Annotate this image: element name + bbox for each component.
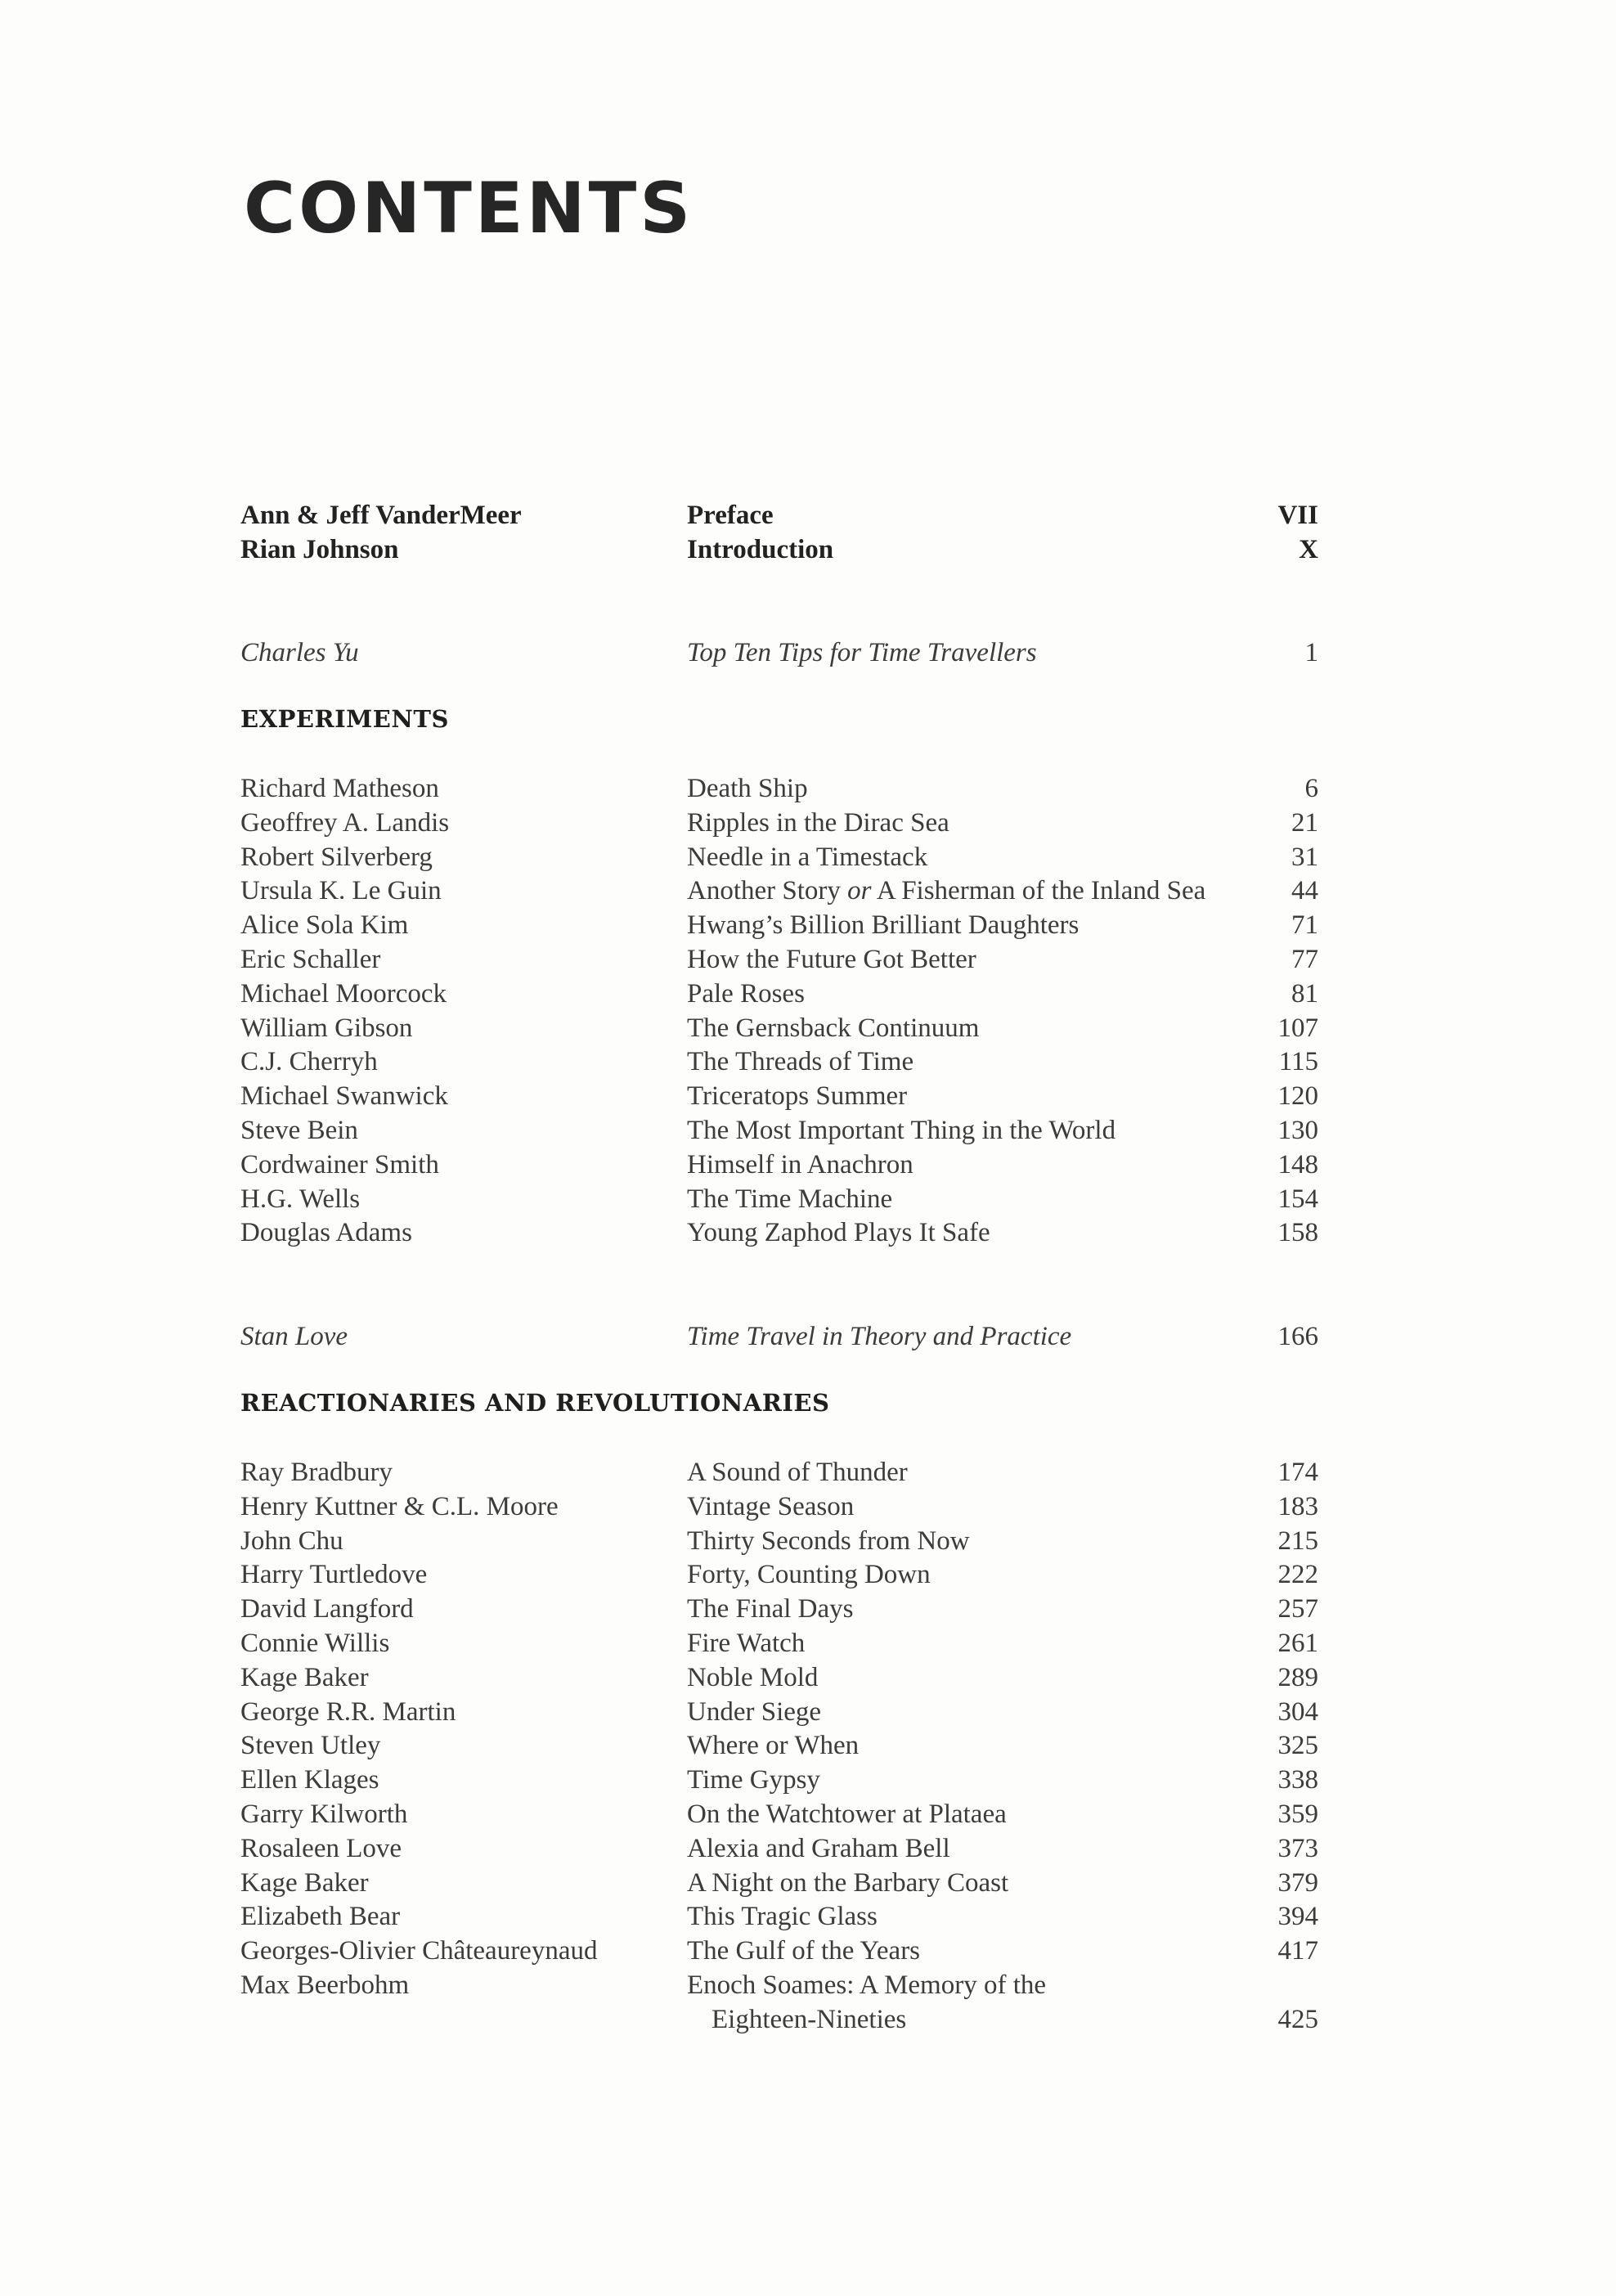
entry-page: 148 xyxy=(1277,1149,1318,1179)
list-item xyxy=(240,772,1318,807)
entry-page: 373 xyxy=(1277,1833,1318,1863)
entry-author: Steven Utley xyxy=(240,1731,381,1761)
entry-author: Charles Yu xyxy=(240,638,359,667)
list-item xyxy=(240,1558,1318,1593)
list-item xyxy=(240,977,1318,1012)
list-item xyxy=(240,841,1318,875)
entry-author: H.G. Wells xyxy=(240,1184,361,1214)
entry-title: Time Gypsy xyxy=(687,1765,820,1795)
entry-title-part: A Fisherman of the Inland Sea xyxy=(871,876,1206,906)
entry-author: Rian Johnson xyxy=(240,534,399,564)
list-item xyxy=(240,909,1318,943)
entry-author: Alice Sola Kim xyxy=(240,910,409,941)
entry-author: Ann & Jeff VanderMeer xyxy=(240,501,522,530)
entry-page: 174 xyxy=(1277,1458,1318,1487)
entry-title: A Night on the Barbary Coast xyxy=(687,1867,1009,1898)
list-item xyxy=(240,1045,1318,1080)
entry-author: Ellen Klages xyxy=(240,1765,379,1795)
list-item xyxy=(240,499,1318,533)
entry-author: Stan Love xyxy=(240,1322,348,1351)
entry-author: George R.R. Martin xyxy=(240,1696,456,1727)
entry-page: 417 xyxy=(1277,1936,1318,1966)
section-heading: EXPERIMENTS xyxy=(240,705,449,733)
entry-title: The Most Important Thing in the World xyxy=(687,1115,1116,1145)
list-item xyxy=(240,1729,1318,1764)
entry-title: On the Watchtower at Plataea xyxy=(687,1799,1007,1829)
entry-author: Kage Baker xyxy=(240,1662,369,1692)
entry-title: Hwang’s Billion Brilliant Daughters xyxy=(687,910,1080,941)
list-item xyxy=(240,807,1318,841)
entry-author: Geoffrey A. Landis xyxy=(240,807,450,838)
entry-title: Thirty Seconds from Now xyxy=(687,1525,970,1556)
entry-page: 154 xyxy=(1277,1184,1318,1214)
list-item xyxy=(240,636,1318,671)
entry-title: The Threads of Time xyxy=(687,1047,914,1077)
entry-page: 394 xyxy=(1277,1902,1318,1932)
entry-page: 257 xyxy=(1277,1594,1318,1624)
entry-author: Elizabeth Bear xyxy=(240,1902,401,1932)
entry-page: 81 xyxy=(1291,978,1318,1009)
entry-page: 289 xyxy=(1277,1662,1318,1692)
entry-title: This Tragic Glass xyxy=(687,1902,878,1932)
entry-page: 158 xyxy=(1277,1218,1318,1248)
list-item xyxy=(240,1867,1318,1901)
entry-author: Max Beerbohm xyxy=(240,1970,410,2000)
list-item xyxy=(240,1593,1318,1627)
entry-author: Richard Matheson xyxy=(240,774,439,803)
entry-title: Alexia and Graham Bell xyxy=(687,1833,950,1863)
entry-title: Forty, Counting Down xyxy=(687,1560,931,1590)
list-item xyxy=(240,1627,1318,1661)
list-item xyxy=(240,1764,1318,1798)
essay-entry xyxy=(240,1320,1318,1355)
list-item xyxy=(240,1320,1318,1355)
entry-page: 304 xyxy=(1277,1696,1318,1727)
entry-author: Georges-Olivier Châteaureynaud xyxy=(240,1936,598,1966)
entry-author: Connie Willis xyxy=(240,1628,390,1658)
entry-title xyxy=(687,874,1220,909)
entry-title: Time Travel in Theory and Practice xyxy=(687,1322,1072,1351)
section-heading: REACTIONARIES AND REVOLUTIONARIES xyxy=(240,1389,830,1417)
list-item xyxy=(240,1661,1318,1696)
page-title: CONTENTS xyxy=(244,168,694,249)
entry-page: 359 xyxy=(1277,1799,1318,1829)
entry-title: Ripples in the Dirac Sea xyxy=(687,807,949,838)
entry-page: 222 xyxy=(1277,1560,1318,1590)
list-item xyxy=(240,533,1318,568)
list-item xyxy=(240,1490,1318,1525)
entry-title-line: Enoch Soames: A Memory of the xyxy=(687,1970,1047,2000)
entry-author: Ray Bradbury xyxy=(240,1458,393,1487)
entry-page: 44 xyxy=(1291,876,1318,906)
entry-author: Michael Moorcock xyxy=(240,978,447,1009)
entry-author: C.J. Cherryh xyxy=(240,1047,378,1077)
list-item xyxy=(240,1456,1318,1490)
entry-title: Under Siege xyxy=(687,1696,822,1727)
entry-author: Ursula K. Le Guin xyxy=(240,876,442,906)
entry-author: John Chu xyxy=(240,1525,343,1556)
entry-page: VII xyxy=(1277,501,1318,530)
entry-title: Triceratops Summer xyxy=(687,1081,908,1112)
list-item xyxy=(240,1080,1318,1114)
entry-title: Himself in Anachron xyxy=(687,1149,913,1179)
list-item xyxy=(240,1148,1318,1183)
entry-author: Garry Kilworth xyxy=(240,1799,408,1829)
list-item xyxy=(240,943,1318,977)
list-item xyxy=(240,1012,1318,1046)
entry-title: A Sound of Thunder xyxy=(687,1458,908,1487)
entry-author: Steve Bein xyxy=(240,1115,358,1145)
entry-title xyxy=(687,1969,1220,2038)
entry-title: Death Ship xyxy=(687,774,808,803)
entry-page: 77 xyxy=(1291,944,1318,974)
entry-title: Needle in a Timestack xyxy=(687,842,928,872)
entry-author: Harry Turtledove xyxy=(240,1560,428,1590)
entry-page: 325 xyxy=(1277,1731,1318,1761)
entry-page: 261 xyxy=(1277,1628,1318,1658)
entry-title: Introduction xyxy=(687,534,834,564)
entry-page: 338 xyxy=(1277,1765,1318,1795)
list-item xyxy=(240,1832,1318,1867)
section-reactionaries-list xyxy=(240,1456,1318,2038)
entry-title: Pale Roses xyxy=(687,978,805,1009)
list-item xyxy=(240,1216,1318,1251)
entry-title-part: Another Story xyxy=(687,876,848,906)
entry-page: 115 xyxy=(1278,1047,1318,1077)
entry-title: Noble Mold xyxy=(687,1662,819,1692)
entry-author: Robert Silverberg xyxy=(240,842,433,872)
section-experiments-list xyxy=(240,772,1318,1251)
entry-page: 130 xyxy=(1277,1115,1318,1145)
essay-entry xyxy=(240,636,1318,671)
list-item xyxy=(240,1183,1318,1217)
entry-author: Cordwainer Smith xyxy=(240,1149,439,1179)
entry-author: David Langford xyxy=(240,1594,414,1624)
entry-title: Vintage Season xyxy=(687,1491,855,1521)
entry-page: X xyxy=(1299,534,1318,564)
entry-page: 166 xyxy=(1277,1322,1318,1351)
list-item xyxy=(240,1525,1318,1559)
entry-title: The Time Machine xyxy=(687,1184,893,1214)
entry-author: Michael Swanwick xyxy=(240,1081,448,1112)
list-item xyxy=(240,1798,1318,1832)
entry-title: The Final Days xyxy=(687,1594,854,1624)
entry-page: 120 xyxy=(1277,1081,1318,1112)
entry-title: The Gulf of the Years xyxy=(687,1936,921,1966)
entry-page: 379 xyxy=(1277,1867,1318,1898)
entry-page: 1 xyxy=(1304,638,1318,667)
front-matter-list xyxy=(240,499,1318,568)
entry-title-or: or xyxy=(847,876,872,906)
entry-author: William Gibson xyxy=(240,1013,413,1043)
entry-title-line: Eighteen-Nineties xyxy=(711,2004,907,2034)
entry-title: The Gernsback Continuum xyxy=(687,1013,980,1043)
entry-title: Young Zaphod Plays It Safe xyxy=(687,1218,990,1248)
list-item xyxy=(240,1934,1318,1969)
entry-title: Where or When xyxy=(687,1731,860,1761)
entry-title: How the Future Got Better xyxy=(687,944,976,974)
entry-page: 183 xyxy=(1277,1491,1318,1521)
entry-page: 425 xyxy=(1277,2004,1318,2034)
list-item xyxy=(240,1969,1318,2038)
list-item xyxy=(240,1114,1318,1148)
entry-title: Top Ten Tips for Time Travellers xyxy=(687,638,1037,667)
entry-author: Douglas Adams xyxy=(240,1218,412,1248)
entry-author: Rosaleen Love xyxy=(240,1833,402,1863)
entry-title: Fire Watch xyxy=(687,1628,806,1658)
entry-page: 21 xyxy=(1291,807,1318,838)
entry-page: 6 xyxy=(1304,774,1318,803)
entry-page: 31 xyxy=(1291,842,1318,872)
entry-author: Henry Kuttner & C.L. Moore xyxy=(240,1491,559,1521)
entry-page: 215 xyxy=(1277,1525,1318,1556)
entry-page: 71 xyxy=(1291,910,1318,941)
entry-author: Kage Baker xyxy=(240,1867,369,1898)
entry-page: 107 xyxy=(1277,1013,1318,1043)
entry-title: Preface xyxy=(687,501,774,530)
list-item xyxy=(240,874,1318,909)
list-item xyxy=(240,1696,1318,1730)
list-item xyxy=(240,1900,1318,1934)
entry-author: Eric Schaller xyxy=(240,944,381,974)
